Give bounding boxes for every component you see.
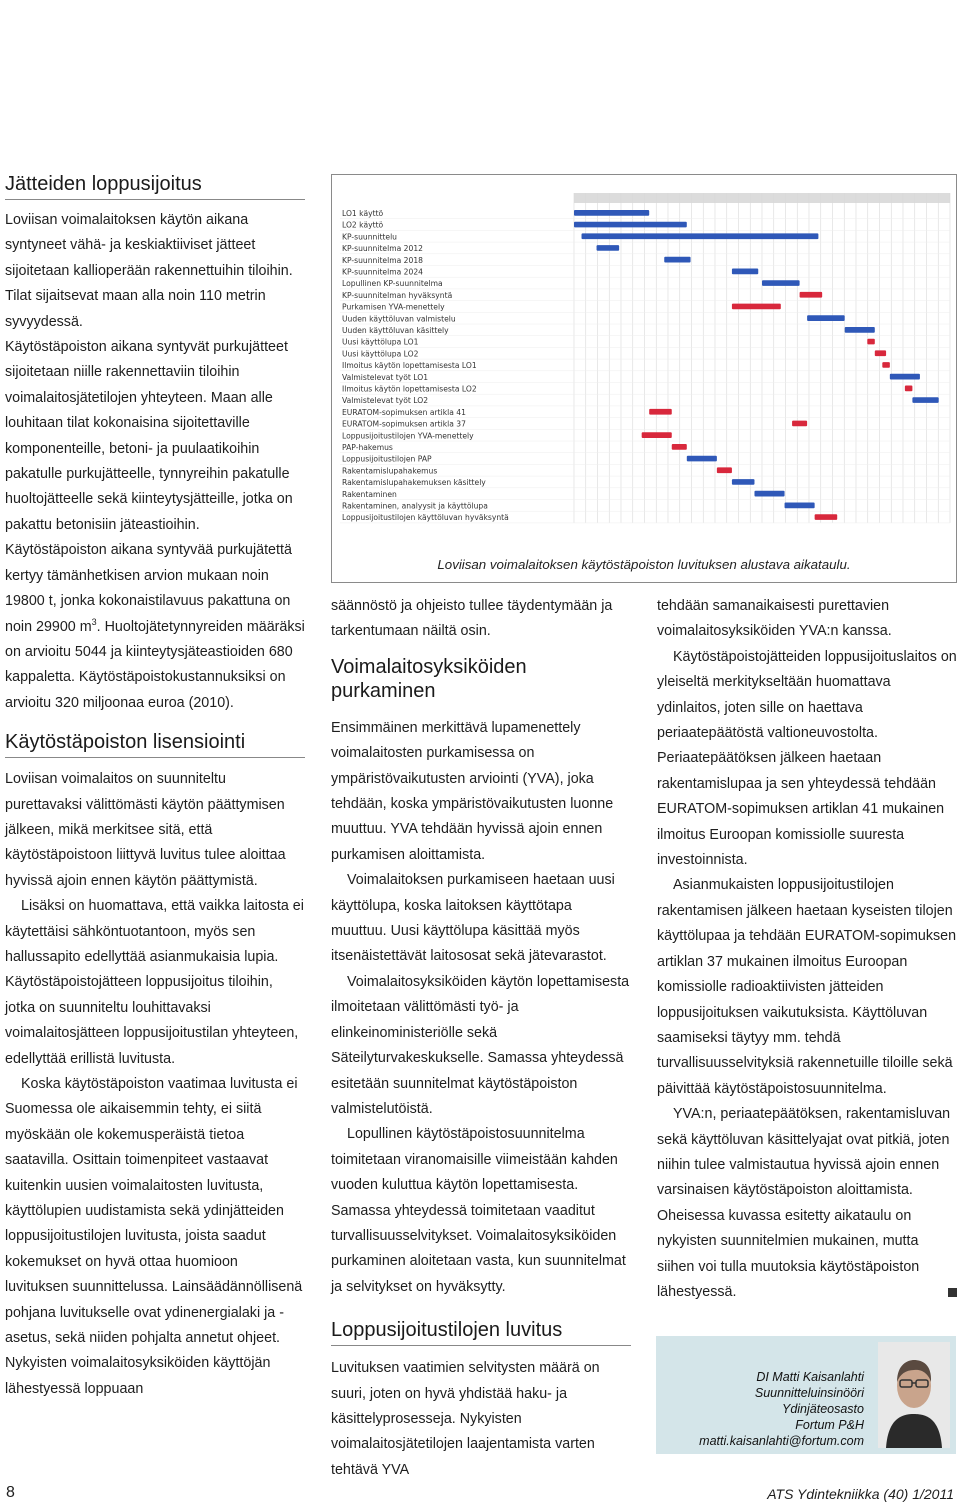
task-label: Loppusijoitustilojen PAP <box>342 454 432 464</box>
gantt-bar <box>582 233 819 239</box>
task-label: Valmistelevat työt LO1 <box>342 372 429 382</box>
section-heading-licensing: Käytöstäpoiston lisensiointi <box>5 730 305 758</box>
gantt-bar <box>732 479 755 485</box>
gantt-bar <box>664 257 690 263</box>
gantt-bar <box>754 491 784 497</box>
gantt-chart <box>332 175 956 535</box>
paragraph: säännöstö ja ohjeisto tullee täydentymään ja tarkentumaan näiltä osin. <box>331 598 613 640</box>
gantt-bar <box>732 269 758 275</box>
task-label: KP-suunnittelu <box>342 232 397 242</box>
paragraph: Loviisan voimalaitos on suunniteltu purettavaksi välittömästi käytön päättymisen jälkeen, mikä merkitsee sitä, että käytöstäpoistoon liittyvä luvitus tulee aloittaa hyvissä ajoin ennen käytön päättymistä. <box>5 771 286 889</box>
end-mark-icon <box>948 1288 957 1297</box>
gantt-bar <box>642 432 672 438</box>
paragraph: Käytöstäpoiston aikana syntyvää purkujätettä kertyy tämänhetkisen arvion mukaan noin 19800 t, jonka kokonaistilavuus pakattuna on noin 29900 $m^3$. Huoltojätetynnyreiden määräksi on arvioitu 5044 ja kiinteytysjäteastioiden 680 kappaletta. Käytöstäpoistokustannuksiksi on arvioitu 320 miljoonaa euroa (2010). <box>5 542 305 711</box>
author-details <box>699 1369 864 1449</box>
paragraph: Luvituksen vaatimien selvitysten määrä on suuri, joten on hyvä yhdistää haku- ja käsittelyprosesseja. Nykyisten voimalaitosjätetilojen laajentamista varten tehtävä YVA <box>331 1360 600 1478</box>
author-unit: Ydinjäteosasto <box>781 1402 864 1416</box>
paragraph: Asianmukaisten loppusijoitustilojen rakentamisen jälkeen haetaan kyseisten tilojen käyttölupaa ja tehdään EURATOM-sopimuksen artiklan 37 mukainen ilmoitus Euroopan komissiolle radioaktiivisten jätteiden loppusijoituksen vaikutuksista. Käyttöluvan saamiseksi täytyy mm. tehdä turvallisuusselvityksiä rakennetuille tiloille sekä päivittää käytöstäpoistosuunnitelma. <box>657 877 957 1097</box>
schedule-figure <box>331 174 957 583</box>
right-column <box>657 594 957 1305</box>
gantt-bar <box>762 280 800 286</box>
gantt-bar <box>800 292 823 298</box>
gantt-bar <box>574 210 649 216</box>
paragraph: Käytöstäpoiston aikana syntyvät purkujätteet sijoitetaan niille rakennettaviin tiloihin voimalaitosjätetilojen yhteyteen. Maan alle louhitaan tilat kokonaisina sijoitettaville komponenteille, betoni- ja puulaatikoihin pakatulle purkujätteelle, tynnyreihin pakatulle huoltojätteelle sekä kiinteytysjätteille, jotka on pakattu betonisiin jäteastioihin. <box>5 339 293 533</box>
paragraph: Loviisan voimalaitoksen käytön aikana syntyneet vähä- ja keskiaktiiviset jätteet sijoitetaan kallioperään rakennettuihin tiloihin. Tilat sijaitsevat maan alla noin 110 metrin syvyydessä. <box>5 212 293 330</box>
gantt-bar <box>875 350 886 356</box>
portrait-icon <box>878 1342 950 1448</box>
author-box <box>656 1336 956 1454</box>
gantt-bar <box>785 503 815 509</box>
task-label: Uuden käyttöluvan käsittely <box>342 326 449 335</box>
publication-info: ATS Ydintekniikka (40) 1/2011 <box>767 1486 954 1502</box>
task-label: PAP-hakemus <box>342 443 393 452</box>
gantt-bar <box>792 421 807 427</box>
task-label: Ilmoitus käytön lopettamisesta LO1 <box>342 361 477 371</box>
paragraph: Käytöstäpoistojätteiden loppusijoituslaitos on yleiseltä merkitykseltään huomattava ydinlaitos, joten sille on haettava periaatepäätöstä valtioneuvostolta. Periaatepäätöksen jälkeen haetaan rakentamislupaa ja sen yhteydessä tehdään EURATOM-sopimuksen artiklan 41 mukainen ilmoitus Euroopan komissiolle suuresta investoinnista. <box>657 648 957 869</box>
author-title: Suunnitteluinsinööri <box>754 1386 864 1400</box>
figure-caption: Loviisan voimalaitoksen käytöstäpoiston luvituksen alustava aikataulu. <box>437 557 851 572</box>
task-label: EURATOM-sopimuksen artikla 41 <box>342 407 466 417</box>
task-label: Ilmoitus käytön lopettamisesta LO2 <box>342 384 477 394</box>
task-label: Lopullinen KP-suunnitelma <box>342 279 443 289</box>
task-label: Uuden käyttöluvan valmistelu <box>342 314 456 324</box>
gantt-bar <box>717 467 732 473</box>
task-label: EURATOM-sopimuksen artikla 37 <box>342 419 466 429</box>
gantt-bar <box>597 245 620 251</box>
paragraph: Lisäksi on huomattava, että vaikka laitosta ei käytettäisi sähköntuotantoon, myös sen hallussapito edellyttää asianmukaisia lupia. Käytöstäpoistojätteen loppusijoitus tiloihin, jotka on suunniteltu louhittavaksi voimalaitosjätteen loppusijoitustilan yhteyteen, edellyttää erillistä luvitusta. <box>5 898 304 1067</box>
task-label: Purkamisen YVA-menettely <box>342 302 445 312</box>
middle-column <box>331 594 631 1483</box>
task-label: LO2 käyttö <box>342 220 384 230</box>
author-email: matti.kaisanlahti@fortum.com <box>699 1434 864 1448</box>
section-heading-repository-licensing: Loppusijoitustilojen luvitus <box>331 1318 631 1346</box>
task-label: KP-suunnitelma 2018 <box>342 255 423 265</box>
paragraph: Koska käytöstäpoiston vaatimaa luvitusta ei Suomessa ole aikaisemmin tehty, ei siitä myöskään ole kokemusperäistä tietoa saatavilla. Osittain toimenpiteet vastaavat kuitenkin uusien voimalaitosten luvitusta, käyttölupien uudistamista sekä ydinjätteiden loppusijoitustilojen luvitusta, joista saadut kokemukset on hyvä ottaa huomioon luvituksen suunnittelussa. Lainsäädännöllisenä pohjana luvitukselle ovat ydinenergialaki ja -asetus, sekä niiden pohjalta annetut ohjeet. Nykyisten voimalaitosyksiköiden käyttöjän lähestyessä loppuaan <box>5 1076 303 1397</box>
paragraph: YVA:n, periaatepäätöksen, rakentamisluvan sekä käyttöluvan käsittelyajat ovat pitkiä, joten niihin tulee valmistautua hyvissä ajoin ennen varsinaisen käytöstäpoiston aloittamista. Oheisessa kuvassa esitetty aikataulu on nykyisten suunnitelmien mukainen, mutta siihen voi tulla muutoksia käytöstäpoiston lähestyessä. <box>657 1102 957 1305</box>
gantt-bar <box>815 514 838 520</box>
section-heading-waste-disposal: Jätteiden loppusijoitus <box>5 172 305 200</box>
task-label: Uusi käyttölupa LO1 <box>342 337 419 347</box>
task-label: Rakentamislupahakemus <box>342 466 438 476</box>
gantt-bar <box>912 397 938 403</box>
task-label: Rakentaminen, analyysit ja käyttölupa <box>342 501 488 511</box>
task-label: Rakentaminen <box>342 489 397 499</box>
paragraph: Lopullinen käytöstäpoistosuunnitelma toimitetaan viranomaisille viimeistään kahden vuoden kuluttua käytön lopettamisesta. Samassa yhteydessä toimitetaan vaaditut turvallisuusselvitykset. Voimalaitosyksiköiden purkaminen aloitetaan vasta, kun suunnitelmat ja selvitykset on hyväksytty. <box>331 1126 626 1295</box>
left-column <box>5 172 305 1402</box>
gantt-bar <box>882 362 890 368</box>
page-number: 8 <box>6 1484 15 1501</box>
task-label: Rakentamislupahakemuksen käsittely <box>342 478 486 488</box>
section-heading-dismantling: Voimalaitosyksiköiden purkaminen <box>331 655 527 702</box>
gantt-bar <box>649 409 672 415</box>
gantt-bar <box>687 456 717 462</box>
author-name: DI Matti Kaisanlahti <box>756 1370 864 1384</box>
task-label: LO1 käyttö <box>342 209 384 218</box>
task-label: KP-suunnitelma 2012 <box>342 244 423 254</box>
task-label: KP-suunnitelman hyväksyntä <box>342 290 453 300</box>
gantt-bar <box>890 374 920 380</box>
gantt-bar <box>905 386 913 392</box>
gantt-bar <box>845 327 875 333</box>
task-label: KP-suunnitelma 2024 <box>342 267 423 277</box>
task-label: Valmistelevat työt LO2 <box>342 396 429 406</box>
task-label: Loppusijoitustilojen YVA-menettely <box>342 431 474 441</box>
task-label: Uusi käyttölupa LO2 <box>342 349 419 359</box>
paragraph: Voimalaitoksen purkamiseen haetaan uusi käyttölupa, koska laitoksen käyttötapa muuttuu. Uusi käyttölupa käsittää myös itsenäistettävät laitososat sekä jätevarastot. <box>331 872 615 965</box>
paragraph: Voimalaitosyksiköiden käytön lopettamisesta ilmoitetaan välittömästi työ- ja elinkeinoministeriölle sekä Säteilyturvakeskukselle. Samassa yhteydessä esitetään suunnitelmat käytöstäpoiston valmistelutöistä. <box>331 973 630 1117</box>
author-company: Fortum P&H <box>795 1418 864 1432</box>
paragraph: tehdään samanaikaisesti purettavien voimalaitosyksiköiden YVA:n kanssa. <box>657 598 892 640</box>
task-label: Loppusijoitustilojen käyttöluvan hyväksyntä <box>342 513 509 523</box>
gantt-bar <box>672 444 687 450</box>
gantt-bar <box>732 304 781 310</box>
author-photo <box>878 1342 950 1448</box>
gantt-bar <box>867 339 875 345</box>
gantt-bar <box>574 222 687 228</box>
gantt-bar <box>807 315 845 321</box>
paragraph: Ensimmäinen merkittävä lupamenettely voimalaitosten purkamisessa on ympäristövaikutusten arviointi (YVA), joka tehdään, koska ympäristövaikutusten luonne muuttuu. YVA tehdään hyvissä ajoin ennen purkamisen aloittamista. <box>331 719 614 863</box>
